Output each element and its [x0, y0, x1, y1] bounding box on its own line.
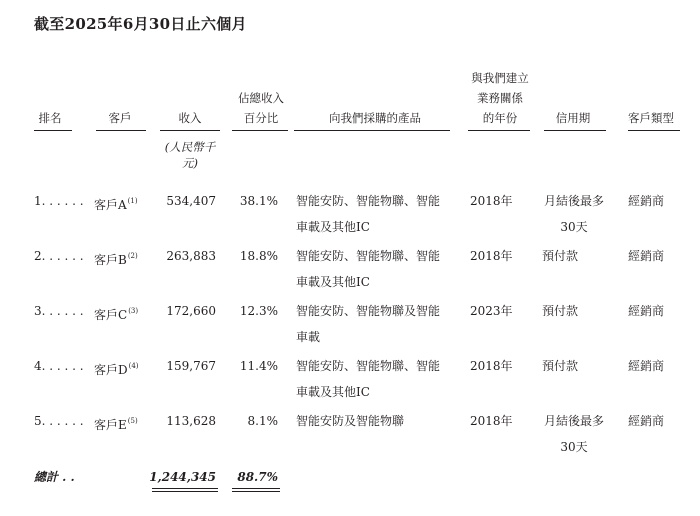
since-cell: 2018年: [470, 414, 513, 428]
share-cell: 38.1%: [239, 194, 278, 208]
type-cell: 經銷商: [628, 249, 665, 263]
header-share: 佔總收入 百分比: [238, 91, 284, 125]
header-underline-share: [232, 130, 288, 131]
rank-cell: 4. . . . . .: [34, 359, 84, 373]
credit-cell: 預付款: [542, 249, 579, 263]
header-since: 與我們建立 業務關係 的年份: [471, 71, 529, 125]
rank-cell: 5. . . . . .: [34, 414, 84, 428]
header-underline-customer: [96, 130, 146, 131]
type-cell: 經銷商: [628, 359, 665, 373]
revenue-cell: 113,628: [166, 414, 216, 428]
customer-cell: 客戶$D^{(4)}$: [94, 362, 139, 377]
credit-cell: 月結後最多 30天: [543, 194, 604, 234]
since-cell: 2023年: [470, 304, 513, 318]
page-title: 截至2025年6月30日止六個月: [34, 15, 247, 33]
products-cell: 智能安防、智能物聯及智能 車載: [296, 304, 441, 344]
table-row: [0, 353, 700, 405]
products-cell: 智能安防、智能物聯、智能 車載及其他IC: [296, 359, 441, 399]
credit-cell: 預付款: [542, 304, 579, 318]
header-revenue: 收入: [178, 111, 202, 125]
revenue-cell: 172,660: [166, 304, 216, 318]
total-revenue-underline: [152, 488, 218, 489]
table-row: [0, 188, 700, 240]
products-cell: 智能安防及智能物聯: [296, 414, 405, 428]
header-customer: 客戶: [108, 111, 132, 125]
type-cell: 經銷商: [628, 414, 665, 428]
customer-cell: 客戶$B^{(2)}$: [94, 252, 138, 267]
header-rank: 排名: [38, 111, 62, 125]
share-cell: 18.8%: [239, 249, 278, 263]
share-cell: 12.3%: [239, 304, 278, 318]
header-underline-type: [628, 130, 680, 131]
rank-cell: 1. . . . . .: [34, 194, 84, 208]
table-row: [0, 243, 700, 295]
header-type: 客戶類型: [628, 111, 674, 125]
products-cell: 智能安防、智能物聯、智能 車載及其他IC: [296, 249, 441, 289]
customer-cell: 客戶$E^{(5)}$: [94, 417, 138, 432]
credit-cell: 預付款: [542, 359, 579, 373]
footnote-marker: (4): [128, 362, 139, 370]
table-row: [0, 408, 700, 460]
table-row: [0, 298, 700, 350]
footnote-marker: (3): [128, 307, 139, 315]
revenue-cell: 159,767: [166, 359, 216, 373]
header-underline-products: [294, 130, 450, 131]
since-cell: 2018年: [470, 194, 513, 208]
type-cell: 經銷商: [628, 194, 665, 208]
total-share-double-underline: [232, 491, 280, 492]
header-products: 向我們採購的產品: [329, 111, 421, 125]
total-share-underline: [232, 488, 280, 489]
total-label: 總計 . .: [34, 470, 75, 484]
revenue-unit: (人民幣千元): [164, 140, 216, 170]
total-revenue-double-underline: [152, 491, 218, 492]
since-cell: 2018年: [470, 359, 513, 373]
products-cell: 智能安防、智能物聯、智能 車載及其他IC: [296, 194, 441, 234]
share-cell: 8.1%: [247, 414, 278, 428]
total-share: 88.7%: [237, 470, 278, 484]
customer-cell: 客戶$A^{(1)}$: [94, 197, 138, 212]
header-credit: 信用期: [555, 111, 591, 125]
since-cell: 2018年: [470, 249, 513, 263]
footnote-marker: (5): [127, 417, 138, 425]
credit-cell: 月結後最多 30天: [543, 414, 604, 454]
header-underline-rank: [34, 130, 72, 131]
footnote-marker: (2): [127, 252, 138, 260]
revenue-cell: 263,883: [166, 249, 216, 263]
rank-cell: 3. . . . . .: [34, 304, 84, 318]
type-cell: 經銷商: [628, 304, 665, 318]
header-underline-since: [468, 130, 530, 131]
header-underline-credit: [544, 130, 606, 131]
total-row: [0, 464, 700, 516]
total-revenue: 1,244,345: [149, 470, 216, 484]
rank-cell: 2. . . . . .: [34, 249, 84, 263]
share-cell: 11.4%: [239, 359, 278, 373]
customer-cell: 客戶$C^{(3)}$: [94, 307, 139, 322]
revenue-cell: 534,407: [166, 194, 216, 208]
footnote-marker: (1): [127, 197, 138, 205]
header-underline-revenue: [160, 130, 220, 131]
